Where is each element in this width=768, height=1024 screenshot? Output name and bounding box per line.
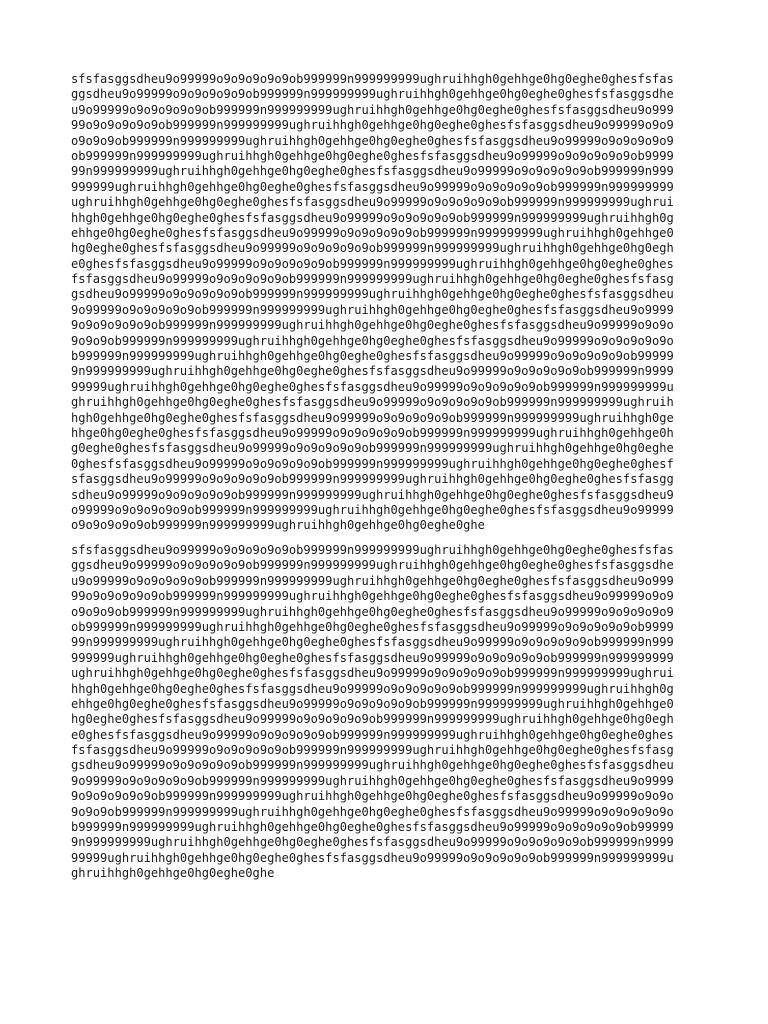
text-line: hhge0hg0eghe0ghesfsfasggsdheu9o99999o9o9o9o9o9ob999999n999999999ughruihhgh0gehhge0h bbox=[71, 425, 674, 440]
text-line: 9o9o9o9o9o9ob999999n999999999ughruihhgh0gehhge0hg0eghe0ghesfsfasggsdheu9o99999o9o9o bbox=[71, 318, 674, 333]
text-line: 9o99999o9o9o9o9o9ob999999n999999999ughruihhgh0gehhge0hg0eghe0ghesfsfasggsdheu9o9999 bbox=[71, 773, 674, 788]
text-line: u9o99999o9o9o9o9o9ob999999n999999999ughruihhgh0gehhge0hg0eghe0ghesfsfasggsdheu9o999 bbox=[71, 102, 674, 117]
text-line: sfasggsdheu9o99999o9o9o9o9o9ob999999n999999999ughruihhgh0gehhge0hg0eghe0ghesfsfasgg bbox=[71, 472, 674, 487]
text-line: 9n999999999ughruihhgh0gehhge0hg0eghe0ghesfsfasggsdheu9o99999o9o9o9o9o9ob999999n9999 bbox=[71, 364, 674, 379]
text-line: ggsdheu9o99999o9o9o9o9o9ob999999n999999999ughruihhgh0gehhge0hg0eghe0ghesfsfasggsdhe bbox=[71, 558, 674, 573]
text-line: 9o99999o9o9o9o9o9ob999999n999999999ughruihhgh0gehhge0hg0eghe0ghesfsfasggsdheu9o9999 bbox=[71, 302, 674, 317]
text-line: ob999999n999999999ughruihhgh0gehhge0hg0eghe0ghesfsfasggsdheu9o99999o9o9o9o9o9ob9999 bbox=[71, 148, 674, 163]
text-line: u9o99999o9o9o9o9o9ob999999n999999999ughruihhgh0gehhge0hg0eghe0ghesfsfasggsdheu9o999 bbox=[71, 573, 674, 588]
text-line: e0ghesfsfasggsdheu9o99999o9o9o9o9o9ob999999n999999999ughruihhgh0gehhge0hg0eghe0ghes bbox=[71, 256, 674, 271]
text-line: 9o9o9ob999999n999999999ughruihhgh0gehhge0hg0eghe0ghesfsfasggsdheu9o99999o9o9o9o9o9o bbox=[71, 804, 674, 819]
text-line: 99n999999999ughruihhgh0gehhge0hg0eghe0ghesfsfasggsdheu9o99999o9o9o9o9o9ob999999n999 bbox=[71, 164, 674, 179]
text-line: 999999ughruihhgh0gehhge0hg0eghe0ghesfsfasggsdheu9o99999o9o9o9o9o9ob999999n999999999 bbox=[71, 179, 674, 194]
text-line: 0ghesfsfasggsdheu9o99999o9o9o9o9o9ob999999n999999999ughruihhgh0gehhge0hg0eghe0ghesf bbox=[71, 456, 674, 471]
text-line: sfsfasggsdheu9o99999o9o9o9o9o9ob999999n999999999ughruihhgh0gehhge0hg0eghe0ghesfsfas bbox=[71, 72, 674, 86]
text-line: ehhge0hg0eghe0ghesfsfasggsdheu9o99999o9o9o9o9o9ob999999n999999999ughruihhgh0gehhge0 bbox=[71, 225, 674, 240]
text-line: ehhge0hg0eghe0ghesfsfasggsdheu9o99999o9o9o9o9o9ob999999n999999999ughruihhgh0gehhge0 bbox=[71, 696, 674, 711]
text-line: gsdheu9o99999o9o9o9o9o9ob999999n999999999ughruihhgh0gehhge0hg0eghe0ghesfsfasggsdheu bbox=[71, 758, 674, 773]
text-line: 9o9o9ob999999n999999999ughruihhgh0gehhge0hg0eghe0ghesfsfasggsdheu9o99999o9o9o9o9o9o bbox=[71, 333, 674, 348]
text-line: 9o9o9o9o9o9ob999999n999999999ughruihhgh0gehhge0hg0eghe0ghesfsfasggsdheu9o99999o9o9o bbox=[71, 789, 674, 804]
text-line: g0eghe0ghesfsfasggsdheu9o99999o9o9o9o9o9ob999999n999999999ughruihhgh0gehhge0hg0eghe bbox=[71, 441, 674, 456]
text-paragraph-2 bbox=[71, 543, 711, 882]
text-line: ughruihhgh0gehhge0hg0eghe0ghesfsfasggsdheu9o99999o9o9o9o9o9ob999999n999999999ughrui bbox=[71, 195, 674, 210]
text-line: b999999n999999999ughruihhgh0gehhge0hg0eghe0ghesfsfasggsdheu9o99999o9o9o9o9o9ob99999 bbox=[71, 349, 674, 364]
text-line: ob999999n999999999ughruihhgh0gehhge0hg0eghe0ghesfsfasggsdheu9o99999o9o9o9o9o9ob9999 bbox=[71, 619, 674, 634]
text-line: 99999ughruihhgh0gehhge0hg0eghe0ghesfsfasggsdheu9o99999o9o9o9o9o9ob999999n999999999u bbox=[71, 850, 674, 865]
text-paragraph-1 bbox=[71, 72, 711, 534]
text-line: ggsdheu9o99999o9o9o9o9o9ob999999n999999999ughruihhgh0gehhge0hg0eghe0ghesfsfasggsdhe bbox=[71, 87, 674, 102]
text-line: e0ghesfsfasggsdheu9o99999o9o9o9o9o9ob999999n999999999ughruihhgh0gehhge0hg0eghe0ghes bbox=[71, 727, 674, 742]
text-line: sdheu9o99999o9o9o9o9o9ob999999n999999999ughruihhgh0gehhge0hg0eghe0ghesfsfasggsdheu9 bbox=[71, 487, 674, 502]
text-line: sfsfasggsdheu9o99999o9o9o9o9o9ob999999n999999999ughruihhgh0gehhge0hg0eghe0ghesfsfas bbox=[71, 543, 674, 557]
text-line: 99999ughruihhgh0gehhge0hg0eghe0ghesfsfasggsdheu9o99999o9o9o9o9o9ob999999n999999999u bbox=[71, 379, 674, 394]
text-line: 99o9o9o9o9o9ob999999n999999999ughruihhgh0gehhge0hg0eghe0ghesfsfasggsdheu9o99999o9o9 bbox=[71, 118, 674, 133]
text-line: b999999n999999999ughruihhgh0gehhge0hg0eghe0ghesfsfasggsdheu9o99999o9o9o9o9o9ob99999 bbox=[71, 820, 674, 835]
text-line: o9o9o9ob999999n999999999ughruihhgh0gehhge0hg0eghe0ghesfsfasggsdheu9o99999o9o9o9o9o9 bbox=[71, 604, 674, 619]
text-line: ghruihhgh0gehhge0hg0eghe0ghesfsfasggsdheu9o99999o9o9o9o9o9ob999999n999999999ughruih bbox=[71, 395, 674, 410]
text-line: 99n999999999ughruihhgh0gehhge0hg0eghe0ghesfsfasggsdheu9o99999o9o9o9o9o9ob999999n999 bbox=[71, 635, 674, 650]
text-line: fsfasggsdheu9o99999o9o9o9o9o9ob999999n999999999ughruihhgh0gehhge0hg0eghe0ghesfsfasg bbox=[71, 743, 674, 758]
text-line: ghruihhgh0gehhge0hg0eghe0ghe bbox=[71, 866, 275, 881]
text-line: o99999o9o9o9o9o9ob999999n999999999ughruihhgh0gehhge0hg0eghe0ghesfsfasggsdheu9o99999 bbox=[71, 502, 674, 517]
text-line: hg0eghe0ghesfsfasggsdheu9o99999o9o9o9o9o9ob999999n999999999ughruihhgh0gehhge0hg0egh bbox=[71, 241, 674, 256]
text-line: ughruihhgh0gehhge0hg0eghe0ghesfsfasggsdheu9o99999o9o9o9o9o9ob999999n999999999ughrui bbox=[71, 666, 674, 681]
text-line: fsfasggsdheu9o99999o9o9o9o9o9ob999999n999999999ughruihhgh0gehhge0hg0eghe0ghesfsfasg bbox=[71, 272, 674, 287]
text-line: hhgh0gehhge0hg0eghe0ghesfsfasggsdheu9o99999o9o9o9o9o9ob999999n999999999ughruihhgh0g bbox=[71, 210, 674, 225]
text-line: gsdheu9o99999o9o9o9o9o9ob999999n999999999ughruihhgh0gehhge0hg0eghe0ghesfsfasggsdheu bbox=[71, 287, 674, 302]
text-line: 999999ughruihhgh0gehhge0hg0eghe0ghesfsfasggsdheu9o99999o9o9o9o9o9ob999999n999999999 bbox=[71, 650, 674, 665]
text-line: hg0eghe0ghesfsfasggsdheu9o99999o9o9o9o9o9ob999999n999999999ughruihhgh0gehhge0hg0egh bbox=[71, 712, 674, 727]
text-line: hhgh0gehhge0hg0eghe0ghesfsfasggsdheu9o99999o9o9o9o9o9ob999999n999999999ughruihhgh0g bbox=[71, 681, 674, 696]
text-line: 9n999999999ughruihhgh0gehhge0hg0eghe0ghesfsfasggsdheu9o99999o9o9o9o9o9ob999999n9999 bbox=[71, 835, 674, 850]
text-line: o9o9o9ob999999n999999999ughruihhgh0gehhge0hg0eghe0ghesfsfasggsdheu9o99999o9o9o9o9o9 bbox=[71, 133, 674, 148]
text-line: hgh0gehhge0hg0eghe0ghesfsfasggsdheu9o99999o9o9o9o9o9ob999999n999999999ughruihhgh0ge bbox=[71, 410, 674, 425]
text-line: o9o9o9o9o9ob999999n999999999ughruihhgh0gehhge0hg0eghe0ghe bbox=[71, 518, 485, 533]
text-line: 99o9o9o9o9o9ob999999n999999999ughruihhgh0gehhge0hg0eghe0ghesfsfasggsdheu9o99999o9o9 bbox=[71, 589, 674, 604]
